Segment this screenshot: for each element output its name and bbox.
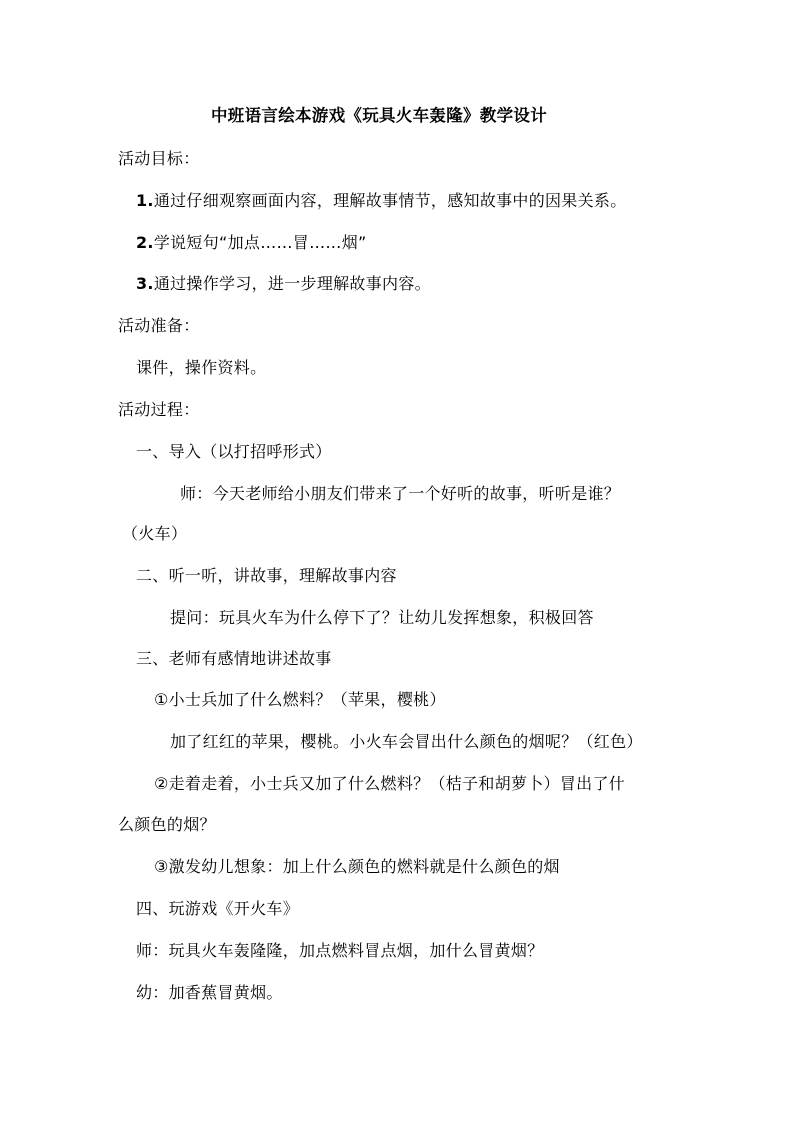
- step1-line1: 师：今天老师给小朋友们带来了一个好听的故事，听听是谁？: [180, 484, 621, 503]
- step1-heading: 一、导入（以打招呼形式）: [136, 442, 332, 461]
- goal-number: 2.: [136, 233, 154, 252]
- step4-child-line: 幼：加香蕉冒黄烟。: [136, 983, 283, 1002]
- step3-item1-detail: 加了红红的苹果，樱桃。小火车会冒出什么颜色的烟呢？（红色）: [170, 732, 643, 751]
- goal-item-1: [136, 190, 627, 212]
- step3-item3: ③激发幼儿想象：加上什么颜色的燃料就是什么颜色的烟: [154, 857, 560, 876]
- step3-item2-line2: 么颜色的烟？: [118, 815, 216, 834]
- process-heading: 活动过程：: [118, 400, 200, 419]
- step3-item1: ①小士兵加了什么燃料？（苹果，樱桃）: [154, 690, 446, 709]
- step2-question: 提问：玩具火车为什么停下了？让幼儿发挥想象，积极回答: [170, 608, 594, 627]
- goal-text: 通过仔细观察画面内容，理解故事情节，感知故事中的因果关系。: [153, 191, 627, 210]
- goal-number: 3.: [136, 274, 154, 293]
- goal-item-3: [136, 273, 431, 295]
- goal-item-2: [136, 232, 367, 254]
- step3-item2-line1: ②走着走着，小士兵又加了什么燃料？（桔子和胡萝卜）冒出了什: [154, 774, 626, 793]
- step4-teacher-line: 师：玩具火车轰隆隆，加点燃料冒点烟，加什么冒黄烟？: [136, 941, 544, 960]
- step4-heading: 四、玩游戏《开火车》: [136, 899, 300, 918]
- step1-line2: （火车）: [122, 524, 188, 543]
- step3-heading: 三、老师有感情地讲述故事: [136, 649, 332, 668]
- goals-heading: 活动目标：: [118, 149, 200, 168]
- goal-text: 通过操作学习，进一步理解故事内容。: [153, 274, 431, 293]
- step2-heading: 二、听一听，讲故事，理解故事内容: [136, 566, 397, 585]
- document-title: 中班语言绘本游戏《玩具火车轰隆》教学设计: [211, 106, 547, 125]
- preparation-text: 课件，操作资料。: [136, 358, 267, 377]
- preparation-heading: 活动准备：: [118, 316, 200, 335]
- goal-number: 1.: [136, 191, 154, 210]
- goal-text: 学说短句“加点……冒……烟”: [153, 233, 367, 252]
